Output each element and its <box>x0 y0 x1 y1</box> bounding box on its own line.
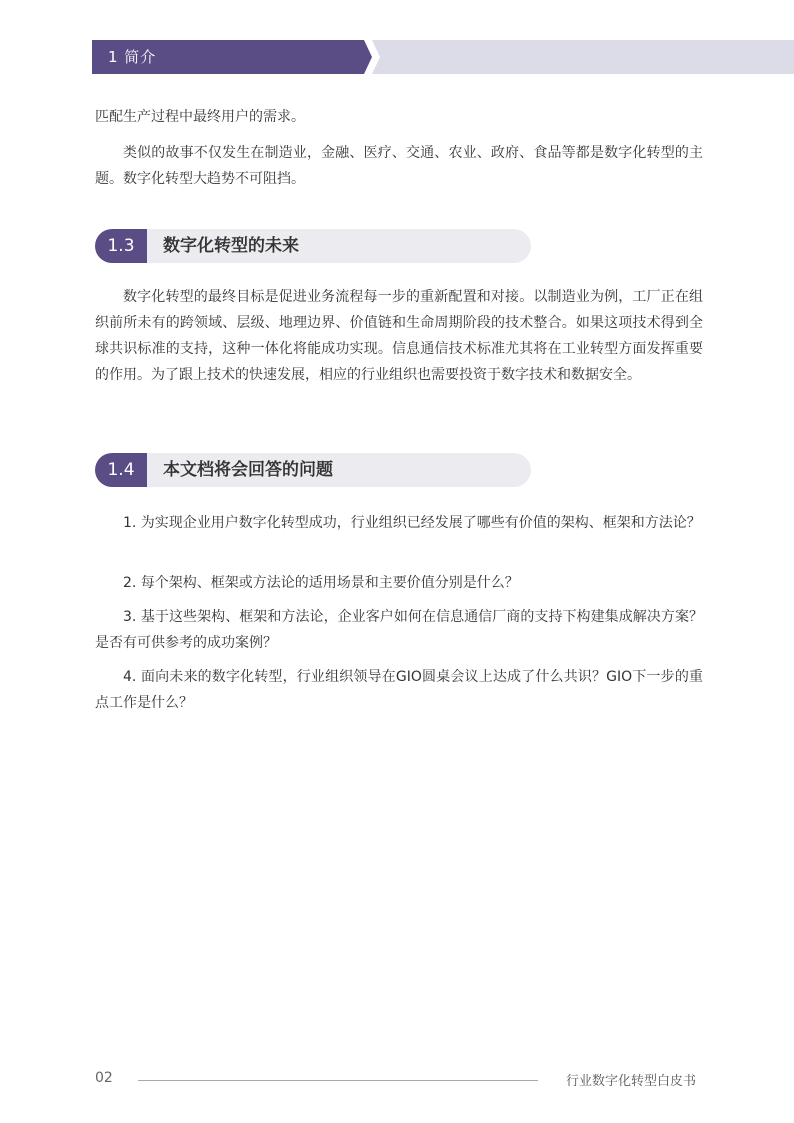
section-title: 本文档将会回答的问题 <box>163 460 333 480</box>
section-title: 数字化转型的未来 <box>163 236 299 256</box>
chapter-header-band <box>0 40 794 74</box>
page-number: 02 <box>95 1070 113 1086</box>
question-1: 1. 为实现企业用户数字化转型成功，行业组织已经发展了哪些有价值的架构、框架和方法论？ <box>123 515 701 531</box>
section-heading-1-4 <box>95 453 531 487</box>
intro-paragraph-2: 类似的故事不仅发生在制造业，金融、医疗、交通、农业、政府、食品等都是数字化转型的主题。数字化转型大趋势不可阻挡。 <box>95 145 703 187</box>
section-number: 1.4 <box>95 453 147 487</box>
intro-paragraph-1: 匹配生产过程中最终用户的需求。 <box>95 109 305 125</box>
chapter-label: 1 简介 <box>108 48 157 66</box>
section-number: 1.3 <box>95 229 147 263</box>
question-4: 4. 面向未来的数字化转型，行业组织领导在GIO圆桌会议上达成了什么共识？GIO下一步的重点工作是什么？ <box>95 669 703 711</box>
question-2: 2. 每个架构、框架或方法论的适用场景和主要价值分别是什么？ <box>123 575 519 591</box>
section-heading-1-3 <box>95 229 531 263</box>
question-3: 3. 基于这些架构、框架和方法论，企业客户如何在信息通信厂商的支持下构建集成解决方案？是否有可供参考的成功案例？ <box>95 609 703 651</box>
footer-divider <box>138 1080 538 1081</box>
footer-document-title: 行业数字化转型白皮书 <box>566 1074 697 1089</box>
section-1-3-paragraph: 数字化转型的最终目标是促进业务流程每一步的重新配置和对接。以制造业为例，工厂正在组织前所未有的跨领域、层级、地理边界、价值链和生命周期阶段的技术整合。如果这项技术得到全球共识标准的支持，这种一体化将能成功实现。信息通信技术标准尤其将在工业转型方面发挥重要的作用。为了跟上技术的快速发展，相应的行业组织也需要投资于数字技术和数据安全。 <box>95 289 703 383</box>
